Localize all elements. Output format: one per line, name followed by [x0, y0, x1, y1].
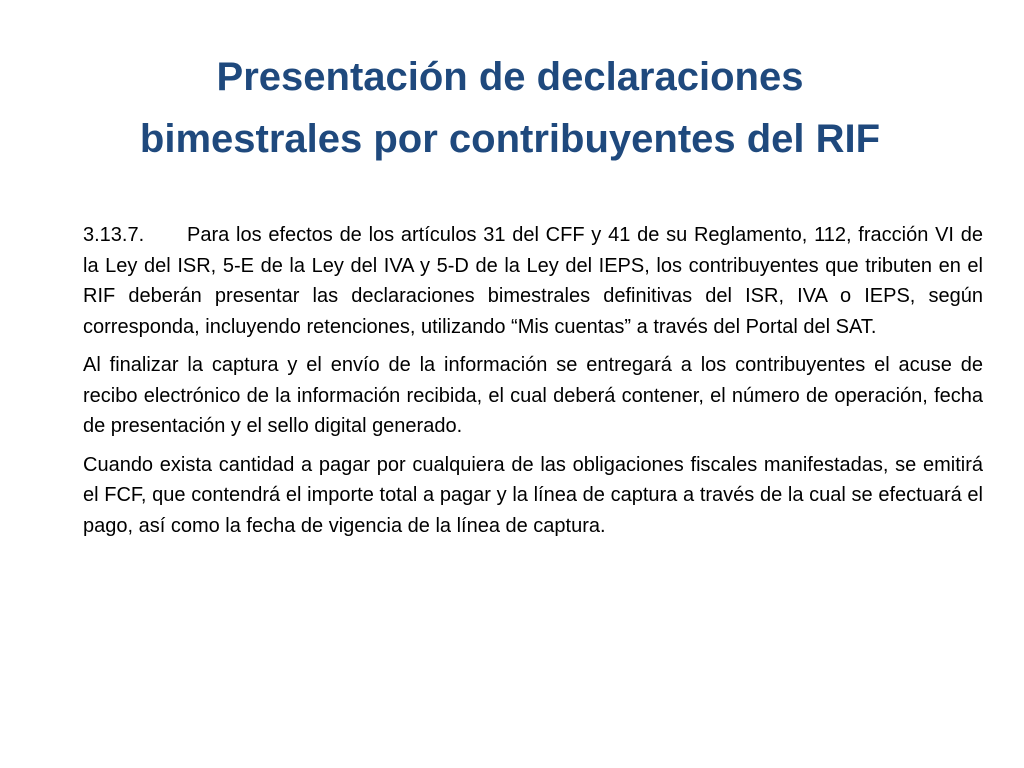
paragraph-payment: Cuando exista cantidad a pagar por cualquiera de las obligaciones fiscales manifestadas, se emitirá el FCF, que contendrá el importe total a pagar y la línea de captura a través de la cual se efectuará el pago, así como la fecha de vigencia de la línea de captura. [83, 453, 983, 537]
paragraph-rule [83, 220, 983, 342]
slide-title-line-2: bimestrales por contribuyentes del RIF [139, 117, 881, 161]
rule-number: 3.13.7. [83, 224, 145, 246]
paragraph-acknowledgment: Al finalizar la captura y el envío de la información se entregará a los contribuyentes el acuse de recibo electrónico de la información recibida, el cual deberá contener, el número de operación, fecha de presentación y el sello digital generado. [83, 354, 983, 437]
slide-title [60, 46, 960, 170]
paragraph-rule-text: Para los efectos de los artículos 31 del CFF y 41 de su Reglamento, 112, fracción VI de la Ley del ISR, 5-E de la Ley del IVA y 5-D de la Ley del IEPS, los contribuyentes que tributen en el RIF deberán presentar las declaraciones bimestrales definitivas del ISR, IVA o IEPS, según corresponda, incluyendo retenciones, utilizando “Mis cuentas” a través del Portal del SAT. [83, 224, 983, 338]
slide-title-line-1: Presentación de declaraciones [216, 55, 804, 99]
slide-body [83, 220, 983, 549]
